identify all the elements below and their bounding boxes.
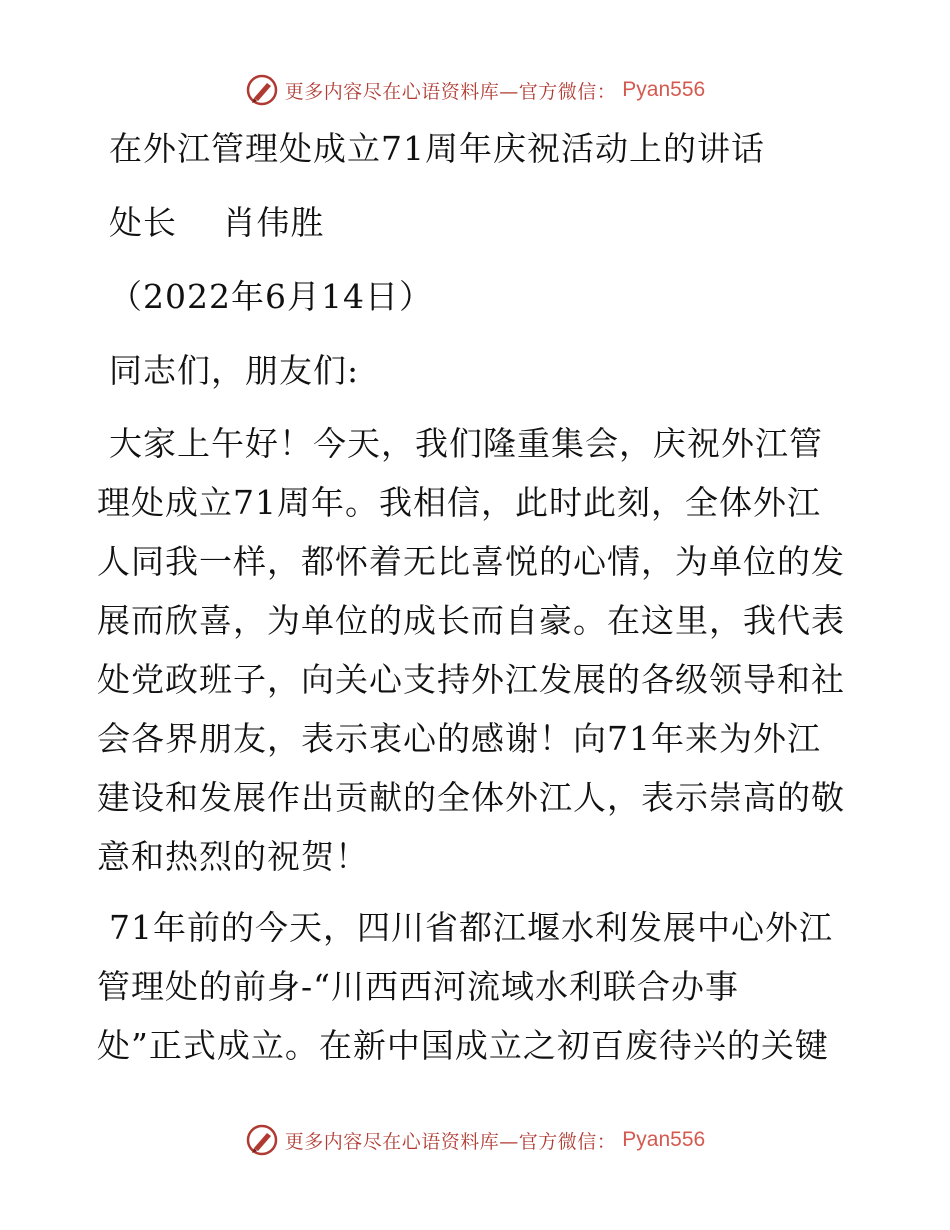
paragraph-line: 71年前的今天，四川省都江堰水利发展中心外江 [109,908,833,947]
paragraph-line: 建设和发展作出贡献的全体外江人，表示崇高的敬 [97,778,845,817]
paragraph-line: 人同我一样，都怀着无比喜悦的心情，为单位的发 [97,542,845,581]
watermark-wechat-id: Pyan556 [622,1128,706,1151]
paragraph-2 [97,898,857,1075]
pen-logo-icon [245,1123,279,1157]
watermark-text: 更多内容尽在心语资料库—官方微信： [284,1130,617,1153]
paragraph-line: 处”正式成立。在新中国成立之初百废待兴的关键 [97,1026,829,1065]
paragraph-1 [97,414,857,886]
document-body [97,118,857,1075]
paragraph-line: 意和热烈的祝贺！ [97,837,369,876]
document-title: 在外江管理处成立71周年庆祝活动上的讲话 [109,129,765,168]
date-line: （2022年6月14日） [109,277,433,316]
paragraph-line: 大家上午好！今天，我们隆重集会，庆祝外江管 [109,424,823,463]
paragraph-line: 处党政班子，向关心支持外江发展的各级领导和社 [97,660,845,699]
watermark-header [0,70,950,110]
watermark-text: 更多内容尽在心语资料库—官方微信： [284,80,617,103]
watermark-wechat-id: Pyan556 [622,78,706,101]
paragraph-line: 理处成立71周年。我相信，此时此刻，全体外江 [97,483,821,522]
salutation: 同志们，朋友们: [109,351,360,390]
paragraph-line: 会各界朋友，表示衷心的感谢！向71年来为外江 [97,719,821,758]
pen-logo-icon [245,73,279,107]
paragraph-line: 管理处的前身-“川西西河流域水利联合办事 [97,967,740,1006]
speaker-line: 处长 肖伟胜 [109,203,325,242]
paragraph-line: 展而欣喜，为单位的成长而自豪。在这里，我代表 [97,601,845,640]
watermark-footer [0,1120,950,1160]
